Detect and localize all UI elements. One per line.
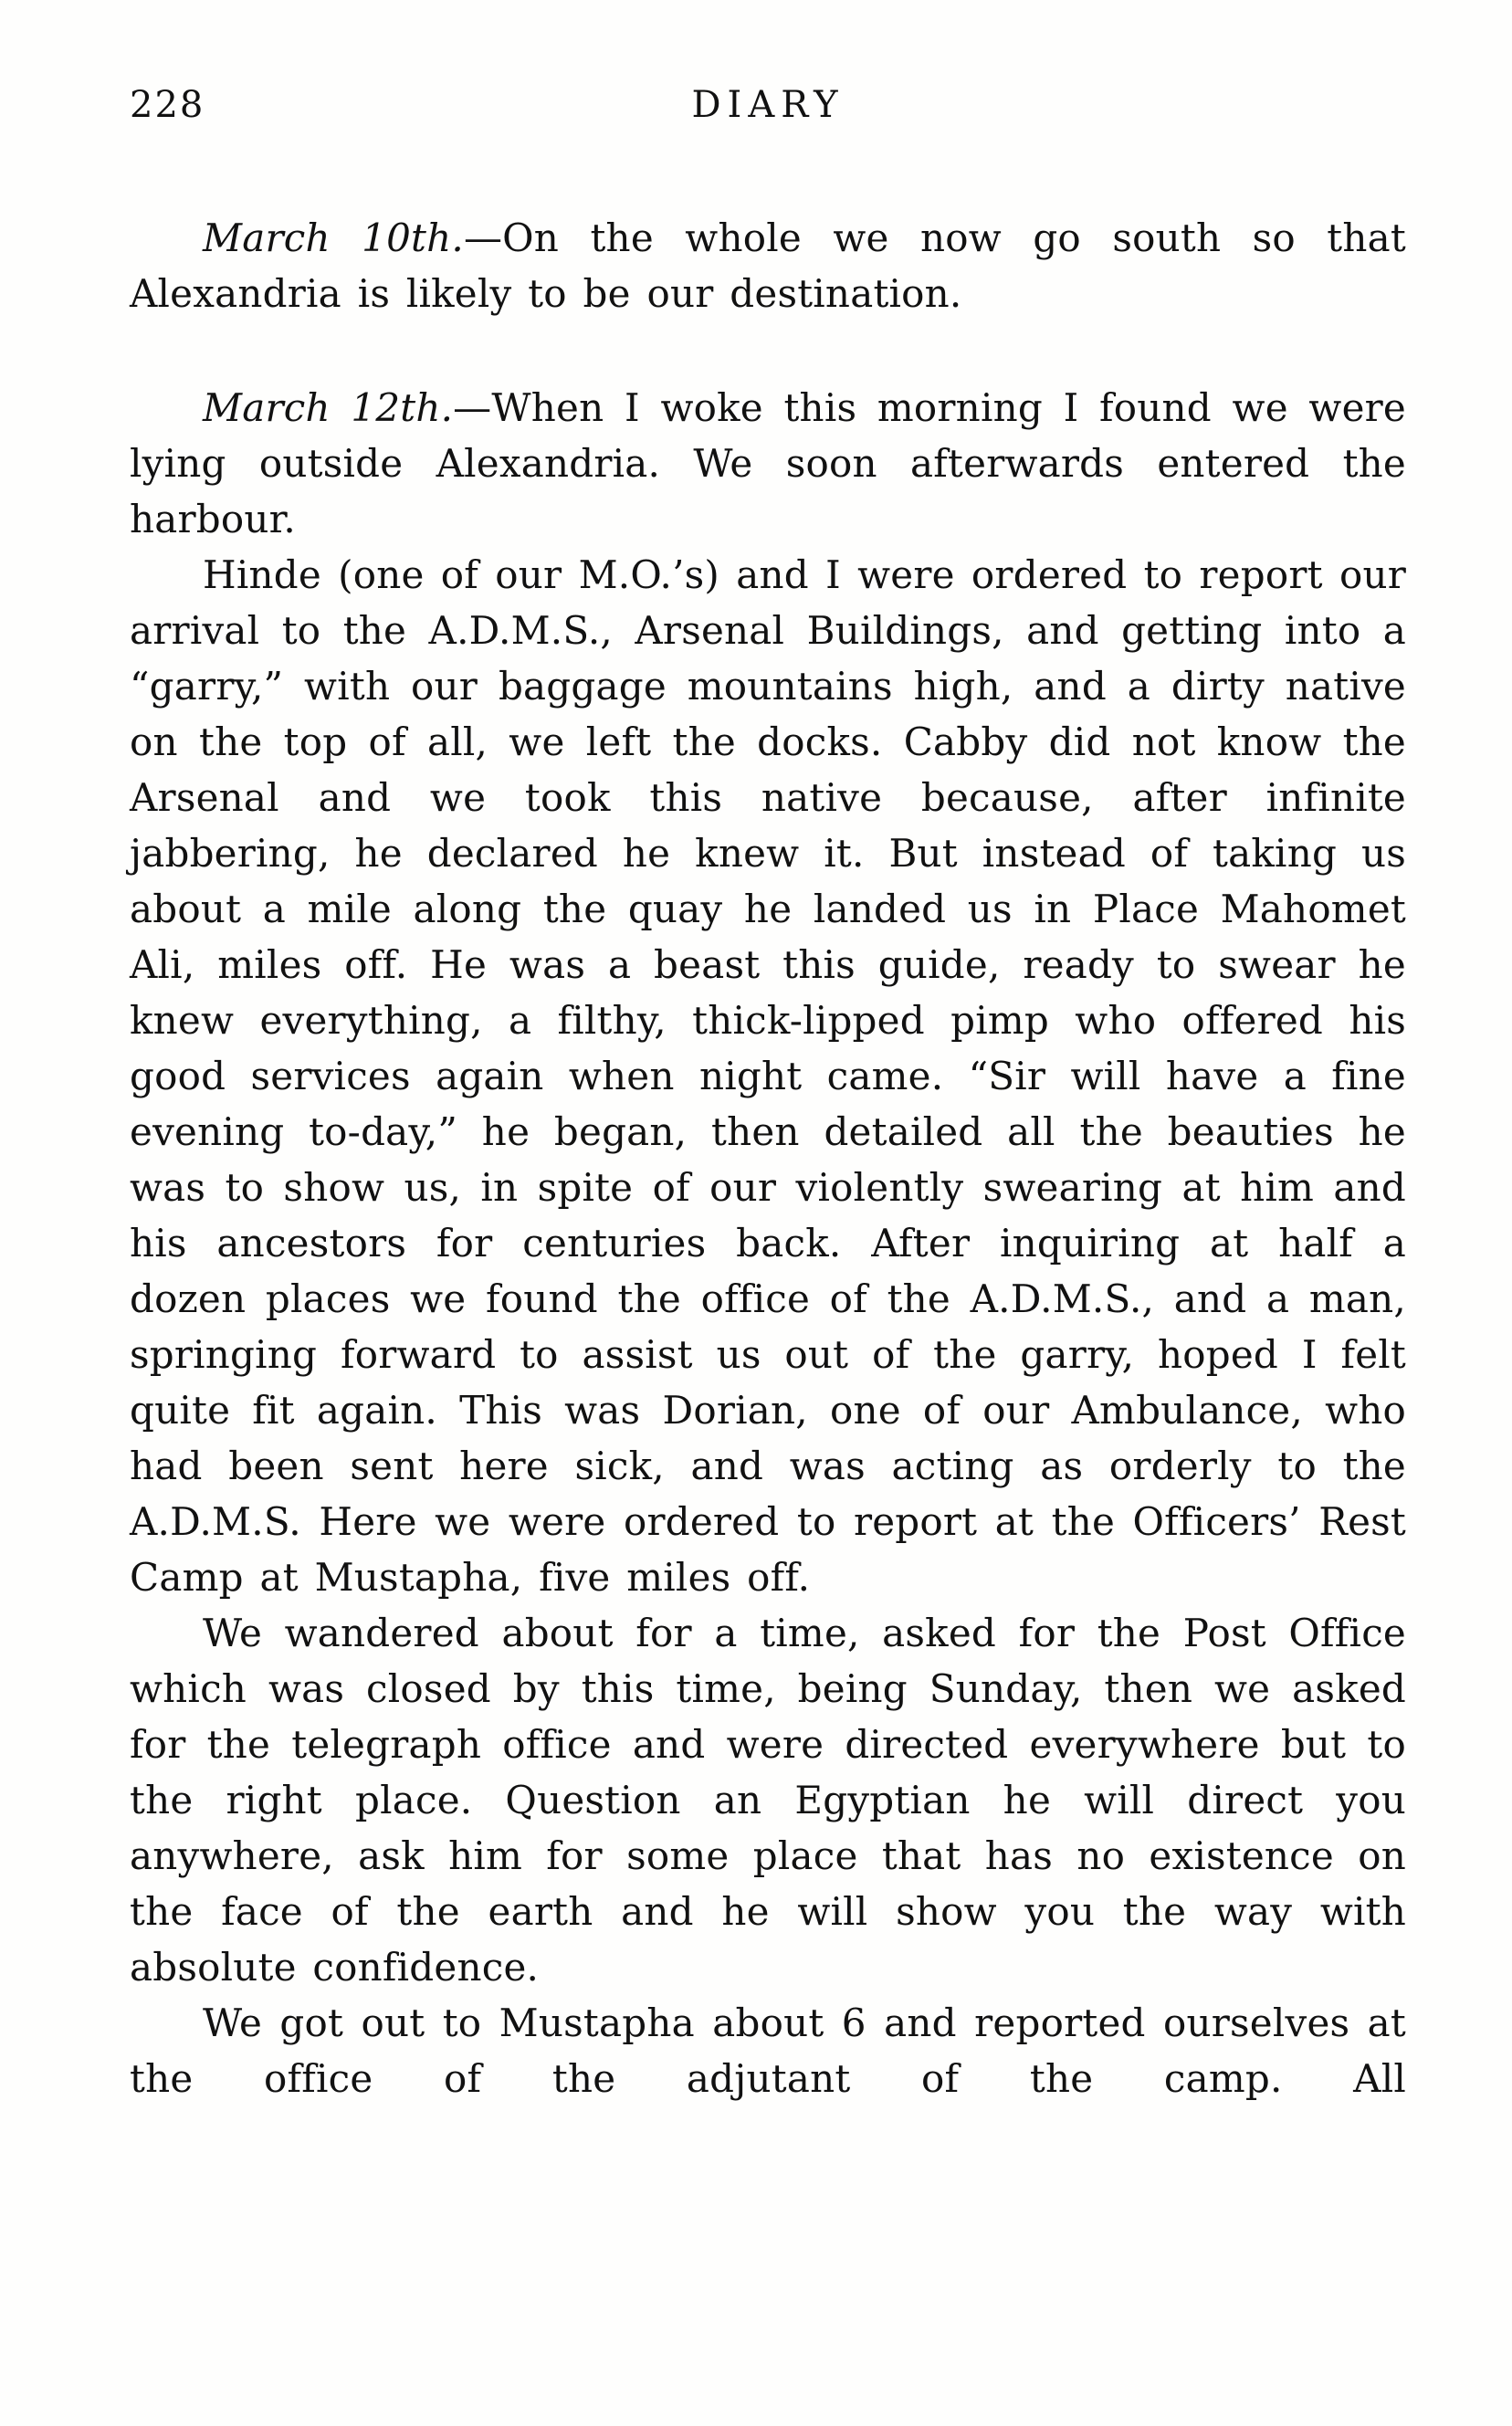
paragraph-text: We wandered about for a time, asked for the Post Office which was closed by this time, being Sunday, then we asked for the telegraph office and were directed everywhere but to the right place. Question an Egyptian he will direct you anywhere, ask him for some place that has no existence on the face of the earth and he will show you the way with absolute confidence. xyxy=(130,1611,1406,1990)
entry-text: —On the whole we now go south so that Alexandria is likely to be our destination. xyxy=(130,215,1406,316)
entry-date: March 12th. xyxy=(203,385,454,430)
diary-entry-march-10th xyxy=(130,210,1406,321)
diary-entry-march-12th xyxy=(130,380,1406,547)
paragraph-mustapha-arrival xyxy=(130,1995,1406,2106)
page-number: 228 xyxy=(130,84,205,126)
paragraph-text: Hinde (one of our M.O.’s) and I were ordered to report our arrival to the A.D.M.S., Arsenal Buildings, and getting into a “garry,” with our baggage mountains high, and a dirty native on the top of all, we left the docks. Cabby did not know the Arsenal and we took this native because, after infinite jabbering, he declared he knew it. But instead of taking us about a mile along the quay he landed us in Place Mahomet Ali, miles off. He was a beast this guide, ready to swear he knew everything, a filthy, thick-lipped pimp who offered his good services again when night came. “Sir will have a fine evening to-day,” he began, then detailed all the beauties he was to show us, in spite of our violently swearing at him and his ancestors for centuries back. After inquiring at half a dozen places we found the office of the A.D.M.S., and a man, springing forward to assist us out of the garry, hoped I felt quite fit again. This was Dorian, one of our Ambulance, who had been sent here sick, and was acting as orderly to the A.D.M.S. Here we were ordered to report at the Officers’ Rest Camp at Mustapha, five miles off. xyxy=(130,552,1406,1600)
paragraph-post-office xyxy=(130,1605,1406,1995)
running-head: DIARY xyxy=(691,84,845,126)
entry-date: March 10th. xyxy=(203,215,464,260)
page-header xyxy=(130,84,1406,131)
paragraph-hinde-report xyxy=(130,547,1406,1605)
text-block xyxy=(130,210,1406,2106)
entry-text: —When I woke this morning I found we were lying outside Alexandria. We soon afterwards entered the harbour. xyxy=(130,385,1406,541)
paragraph-text: We got out to Mustapha about 6 and reported ourselves at the office of the adjutant of the camp. All xyxy=(130,2001,1406,2101)
